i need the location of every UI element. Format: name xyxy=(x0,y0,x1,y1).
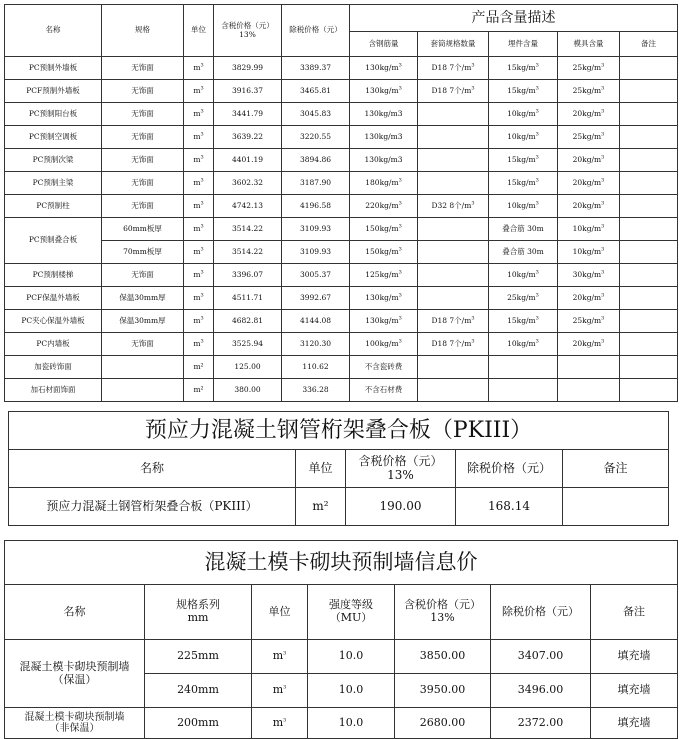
cell-unit: $m^3$ xyxy=(184,149,214,172)
header-name: 名称 xyxy=(5,5,102,57)
cell-price-notax: 3109.93 xyxy=(282,241,350,264)
cell-price-notax: 3894.86 xyxy=(282,149,350,172)
cell-steel: $130kg/m^3$ xyxy=(350,57,418,80)
header-name: 名称 xyxy=(5,585,145,640)
header-name: 名称 xyxy=(9,450,296,488)
cell-unit: $m^3$ xyxy=(184,310,214,333)
cell-remark: 填充墙 xyxy=(591,640,678,674)
cell-price-notax: 3109.93 xyxy=(282,218,350,241)
cell-spec: 200mm xyxy=(145,708,252,739)
cell-sleeve xyxy=(418,149,489,172)
cell-mold: $25kg/m^3$ xyxy=(558,310,620,333)
cell-sleeve xyxy=(418,172,489,195)
cell-name: PC预制叠合板 xyxy=(5,218,102,264)
table-row xyxy=(5,80,678,103)
cell-price-tax: 4401.19 xyxy=(214,149,282,172)
cell-steel: 不含瓷砖费 xyxy=(350,356,418,379)
header-price-notax: 除税价格（元） xyxy=(491,585,591,640)
table-row xyxy=(5,287,678,310)
cell-unit: m² xyxy=(296,488,346,526)
cell-sleeve xyxy=(418,356,489,379)
cell-price-tax: 2680.00 xyxy=(395,708,491,739)
table-row xyxy=(5,172,678,195)
cell-name: PCF保温外墙板 xyxy=(5,287,102,310)
cell-remark xyxy=(620,333,678,356)
cell-remark xyxy=(620,379,678,402)
cell-price-notax: 336.28 xyxy=(282,379,350,402)
cell-price-tax: 4682.81 xyxy=(214,310,282,333)
cell-unit: $m^3$ xyxy=(252,674,308,708)
cell-price-notax: 110.62 xyxy=(282,356,350,379)
cell-price-notax: 168.14 xyxy=(456,488,563,526)
cell-steel: $130kg/m^3$ xyxy=(350,80,418,103)
table-row xyxy=(5,310,678,333)
cell-steel: 130kg/m3 xyxy=(350,103,418,126)
product-content-title: 产品含量描述 xyxy=(350,5,678,32)
cell-embedded: $10kg/m^3$ xyxy=(489,264,558,287)
header-remark: 备注 xyxy=(591,585,678,640)
cell-sleeve xyxy=(418,287,489,310)
cell-price-notax: 3220.55 xyxy=(282,126,350,149)
cell-embedded: $15kg/m^3$ xyxy=(489,310,558,333)
cell-embedded: $10kg/m^3$ xyxy=(489,103,558,126)
header-price-tax: 含税价格（元） 13% xyxy=(395,585,491,640)
cell-price-tax: 3396.07 xyxy=(214,264,282,287)
cell-embedded: $10kg/m^3$ xyxy=(489,333,558,356)
cell-unit: $m^3$ xyxy=(184,103,214,126)
cell-mold: $20kg/m^3$ xyxy=(558,172,620,195)
cell-remark xyxy=(620,195,678,218)
cell-name: 加石材面饰面 xyxy=(5,379,102,402)
cell-spec: 60mm板厚 xyxy=(102,218,184,241)
cell-remark xyxy=(620,241,678,264)
cell-mold xyxy=(558,379,620,402)
cell-steel: $100kg/m^3$ xyxy=(350,333,418,356)
cell-mold: $10kg/m^3$ xyxy=(558,218,620,241)
table-row xyxy=(5,57,678,80)
cell-mold: $20kg/m^3$ xyxy=(558,103,620,126)
table-row xyxy=(5,264,678,287)
header-price-tax: 含税价格（元） 13% xyxy=(214,5,282,57)
cell-unit: $m^3$ xyxy=(184,172,214,195)
table-row xyxy=(9,488,669,526)
cell-price-tax: 3639.22 xyxy=(214,126,282,149)
cell-spec: 无饰面 xyxy=(102,80,184,103)
cell-sleeve: D32 8个$/m^3$ xyxy=(418,195,489,218)
table-row xyxy=(5,195,678,218)
cell-sleeve xyxy=(418,126,489,149)
cell-unit: $m^3$ xyxy=(184,287,214,310)
cell-price-notax: 3992.67 xyxy=(282,287,350,310)
cell-embedded: $10kg/m^3$ xyxy=(489,195,558,218)
cell-spec: 225mm xyxy=(145,640,252,674)
cell-price-tax: 3916.37 xyxy=(214,80,282,103)
cell-embedded: 叠合筋 30m xyxy=(489,218,558,241)
cell-price-tax: 380.00 xyxy=(214,379,282,402)
cell-steel: $125kg/m^3$ xyxy=(350,264,418,287)
cell-unit: $m^3$ xyxy=(184,57,214,80)
cell-price-notax: 4196.58 xyxy=(282,195,350,218)
cell-sleeve xyxy=(418,264,489,287)
cell-sleeve xyxy=(418,218,489,241)
cell-remark xyxy=(620,172,678,195)
cell-remark xyxy=(620,80,678,103)
cell-price-tax: 3602.32 xyxy=(214,172,282,195)
cell-remark xyxy=(620,57,678,80)
cell-spec: 无饰面 xyxy=(102,333,184,356)
cell-unit: $m^3$ xyxy=(184,80,214,103)
cell-remark xyxy=(620,310,678,333)
header-unit: 单位 xyxy=(252,585,308,640)
cell-name: PC预制楼梯 xyxy=(5,264,102,287)
cell-spec: 无饰面 xyxy=(102,57,184,80)
table-row xyxy=(5,640,678,674)
cell-embedded: $10kg/m^3$ xyxy=(489,126,558,149)
cell-price-tax: 3514.22 xyxy=(214,241,282,264)
cell-steel: $180kg/m^3$ xyxy=(350,172,418,195)
cell-price-tax: 3850.00 xyxy=(395,640,491,674)
cell-spec xyxy=(102,379,184,402)
cell-price-notax: 3465.81 xyxy=(282,80,350,103)
cell-sleeve xyxy=(418,103,489,126)
cell-remark xyxy=(620,356,678,379)
cell-mold: $10kg/m^3$ xyxy=(558,241,620,264)
table-row xyxy=(5,126,678,149)
header-price-notax: 除税价格（元） xyxy=(282,5,350,57)
cell-name: 混凝土模卡砌块预制墙 （保温） xyxy=(5,640,145,708)
table-row xyxy=(5,379,678,402)
cell-unit: $m^3$ xyxy=(252,640,308,674)
cell-remark: 填充墙 xyxy=(591,708,678,739)
cell-steel: $150kg/m^3$ xyxy=(350,241,418,264)
cell-mold: $20kg/m^3$ xyxy=(558,149,620,172)
cell-remark xyxy=(620,103,678,126)
header-price-tax: 含税价格（元） 13% xyxy=(346,450,456,488)
cell-steel: 不含石材费 xyxy=(350,379,418,402)
cell-spec: 无饰面 xyxy=(102,195,184,218)
cell-unit: $m^3$ xyxy=(184,126,214,149)
product-content-table xyxy=(4,4,678,402)
table-row xyxy=(5,218,678,241)
cell-price-notax: 3045.83 xyxy=(282,103,350,126)
cell-remark xyxy=(620,126,678,149)
block-wall-title: 混凝土模卡砌块预制墙信息价 xyxy=(5,541,678,585)
cell-sleeve xyxy=(418,379,489,402)
cell-spec: 无饰面 xyxy=(102,172,184,195)
table-row xyxy=(5,708,678,739)
table-row xyxy=(5,149,678,172)
cell-mold: $30kg/m^3$ xyxy=(558,264,620,287)
cell-price-tax: 3525.94 xyxy=(214,333,282,356)
cell-price-tax: 3441.79 xyxy=(214,103,282,126)
cell-unit: m² xyxy=(184,379,214,402)
cell-price-notax: 3005.37 xyxy=(282,264,350,287)
cell-steel: $130kg/m^3$ xyxy=(350,310,418,333)
cell-spec: 70mm板厚 xyxy=(102,241,184,264)
cell-spec: 无饰面 xyxy=(102,126,184,149)
cell-name: 预应力混凝土钢管桁架叠合板（PKIII） xyxy=(9,488,296,526)
cell-spec xyxy=(102,356,184,379)
cell-price-notax: 3496.00 xyxy=(491,674,591,708)
cell-name: PC预制柱 xyxy=(5,195,102,218)
pkiii-table xyxy=(8,411,669,526)
cell-name: PC预制外墙板 xyxy=(5,57,102,80)
cell-sleeve: D18 7个$/m^3$ xyxy=(418,310,489,333)
cell-unit: $m^3$ xyxy=(184,195,214,218)
header-spec: 规格系列 mm xyxy=(145,585,252,640)
table-row xyxy=(5,333,678,356)
cell-price-notax: 3407.00 xyxy=(491,640,591,674)
cell-spec: 无饰面 xyxy=(102,149,184,172)
cell-name: PC夹心保温外墙板 xyxy=(5,310,102,333)
cell-name: PCF预制外墙板 xyxy=(5,80,102,103)
cell-unit: $m^3$ xyxy=(184,264,214,287)
header-unit: 单位 xyxy=(184,5,214,57)
cell-steel: $220kg/m^3$ xyxy=(350,195,418,218)
cell-steel: $130kg/m^3$ xyxy=(350,287,418,310)
cell-embedded: $15kg/m^3$ xyxy=(489,172,558,195)
table-row xyxy=(5,103,678,126)
cell-name: 加瓷砖饰面 xyxy=(5,356,102,379)
cell-mold: $20kg/m^3$ xyxy=(558,333,620,356)
cell-price-notax: 3120.30 xyxy=(282,333,350,356)
cell-embedded: $15kg/m^3$ xyxy=(489,80,558,103)
header-unit: 单位 xyxy=(296,450,346,488)
cell-embedded: $25kg/m^3$ xyxy=(489,287,558,310)
cell-remark xyxy=(563,488,669,526)
cell-embedded xyxy=(489,379,558,402)
cell-steel: 130kg/m3 xyxy=(350,149,418,172)
cell-grade: 10.0 xyxy=(308,640,395,674)
cell-remark xyxy=(620,287,678,310)
cell-price-tax: 4742.13 xyxy=(214,195,282,218)
cell-mold: $25kg/m^3$ xyxy=(558,57,620,80)
cell-grade: 10.0 xyxy=(308,674,395,708)
cell-sleeve: D18 7个$/m^3$ xyxy=(418,333,489,356)
cell-price-tax: 4511.71 xyxy=(214,287,282,310)
cell-embedded: 叠合筋 30m xyxy=(489,241,558,264)
header-sleeve: 套筒规格数量 xyxy=(418,32,489,57)
header-remark: 备注 xyxy=(620,32,678,57)
cell-mold: $25kg/m^3$ xyxy=(558,126,620,149)
cell-price-notax: 3389.37 xyxy=(282,57,350,80)
cell-name: PC内墙板 xyxy=(5,333,102,356)
cell-embedded: $15kg/m^3$ xyxy=(489,149,558,172)
cell-name: PC预制阳台板 xyxy=(5,103,102,126)
cell-sleeve xyxy=(418,241,489,264)
header-steel: 含钢筋量 xyxy=(350,32,418,57)
cell-spec: 无饰面 xyxy=(102,264,184,287)
cell-price-notax: 2372.00 xyxy=(491,708,591,739)
cell-embedded: $15kg/m^3$ xyxy=(489,57,558,80)
cell-unit: $m^3$ xyxy=(184,333,214,356)
cell-unit: $m^3$ xyxy=(184,241,214,264)
cell-grade: 10.0 xyxy=(308,708,395,739)
block-wall-table xyxy=(4,540,678,739)
table-row xyxy=(5,356,678,379)
header-grade: 强度等级 （MU） xyxy=(308,585,395,640)
pkiii-title: 预应力混凝土钢管桁架叠合板（PKIII） xyxy=(9,412,669,450)
cell-price-tax: 3950.00 xyxy=(395,674,491,708)
cell-remark xyxy=(620,149,678,172)
cell-unit: $m^3$ xyxy=(252,708,308,739)
header-mold: 模具含量 xyxy=(558,32,620,57)
cell-remark: 填充墙 xyxy=(591,674,678,708)
cell-price-tax: 3514.22 xyxy=(214,218,282,241)
cell-steel: 130kg/m3 xyxy=(350,126,418,149)
cell-price-tax: 3829.99 xyxy=(214,57,282,80)
cell-sleeve: D18 7个$/m^3$ xyxy=(418,57,489,80)
header-embedded: 埋件含量 xyxy=(489,32,558,57)
cell-price-notax: 4144.08 xyxy=(282,310,350,333)
cell-price-tax: 190.00 xyxy=(346,488,456,526)
cell-name: PC预制空调板 xyxy=(5,126,102,149)
cell-unit: m² xyxy=(184,356,214,379)
cell-price-notax: 3187.90 xyxy=(282,172,350,195)
header-price-notax: 除税价格（元） xyxy=(456,450,563,488)
cell-spec: 保温30mm厚 xyxy=(102,287,184,310)
cell-price-tax: 125.00 xyxy=(214,356,282,379)
cell-mold: $25kg/m^3$ xyxy=(558,80,620,103)
cell-name: PC预制主梁 xyxy=(5,172,102,195)
cell-unit: $m^3$ xyxy=(184,218,214,241)
cell-spec: 保温30mm厚 xyxy=(102,310,184,333)
cell-remark xyxy=(620,264,678,287)
cell-mold: $20kg/m^3$ xyxy=(558,195,620,218)
cell-mold xyxy=(558,356,620,379)
cell-name: 混凝土模卡砌块预制墙 （非保温） xyxy=(5,708,145,739)
cell-steel: $150kg/m^3$ xyxy=(350,218,418,241)
cell-remark xyxy=(620,218,678,241)
cell-sleeve: D18 7个$/m^3$ xyxy=(418,80,489,103)
table-row xyxy=(5,241,678,264)
cell-spec: 240mm xyxy=(145,674,252,708)
header-spec: 规格 xyxy=(102,5,184,57)
header-remark: 备注 xyxy=(563,450,669,488)
cell-mold: $20kg/m^3$ xyxy=(558,287,620,310)
cell-spec: 无饰面 xyxy=(102,103,184,126)
cell-embedded xyxy=(489,356,558,379)
cell-name: PC预制次梁 xyxy=(5,149,102,172)
